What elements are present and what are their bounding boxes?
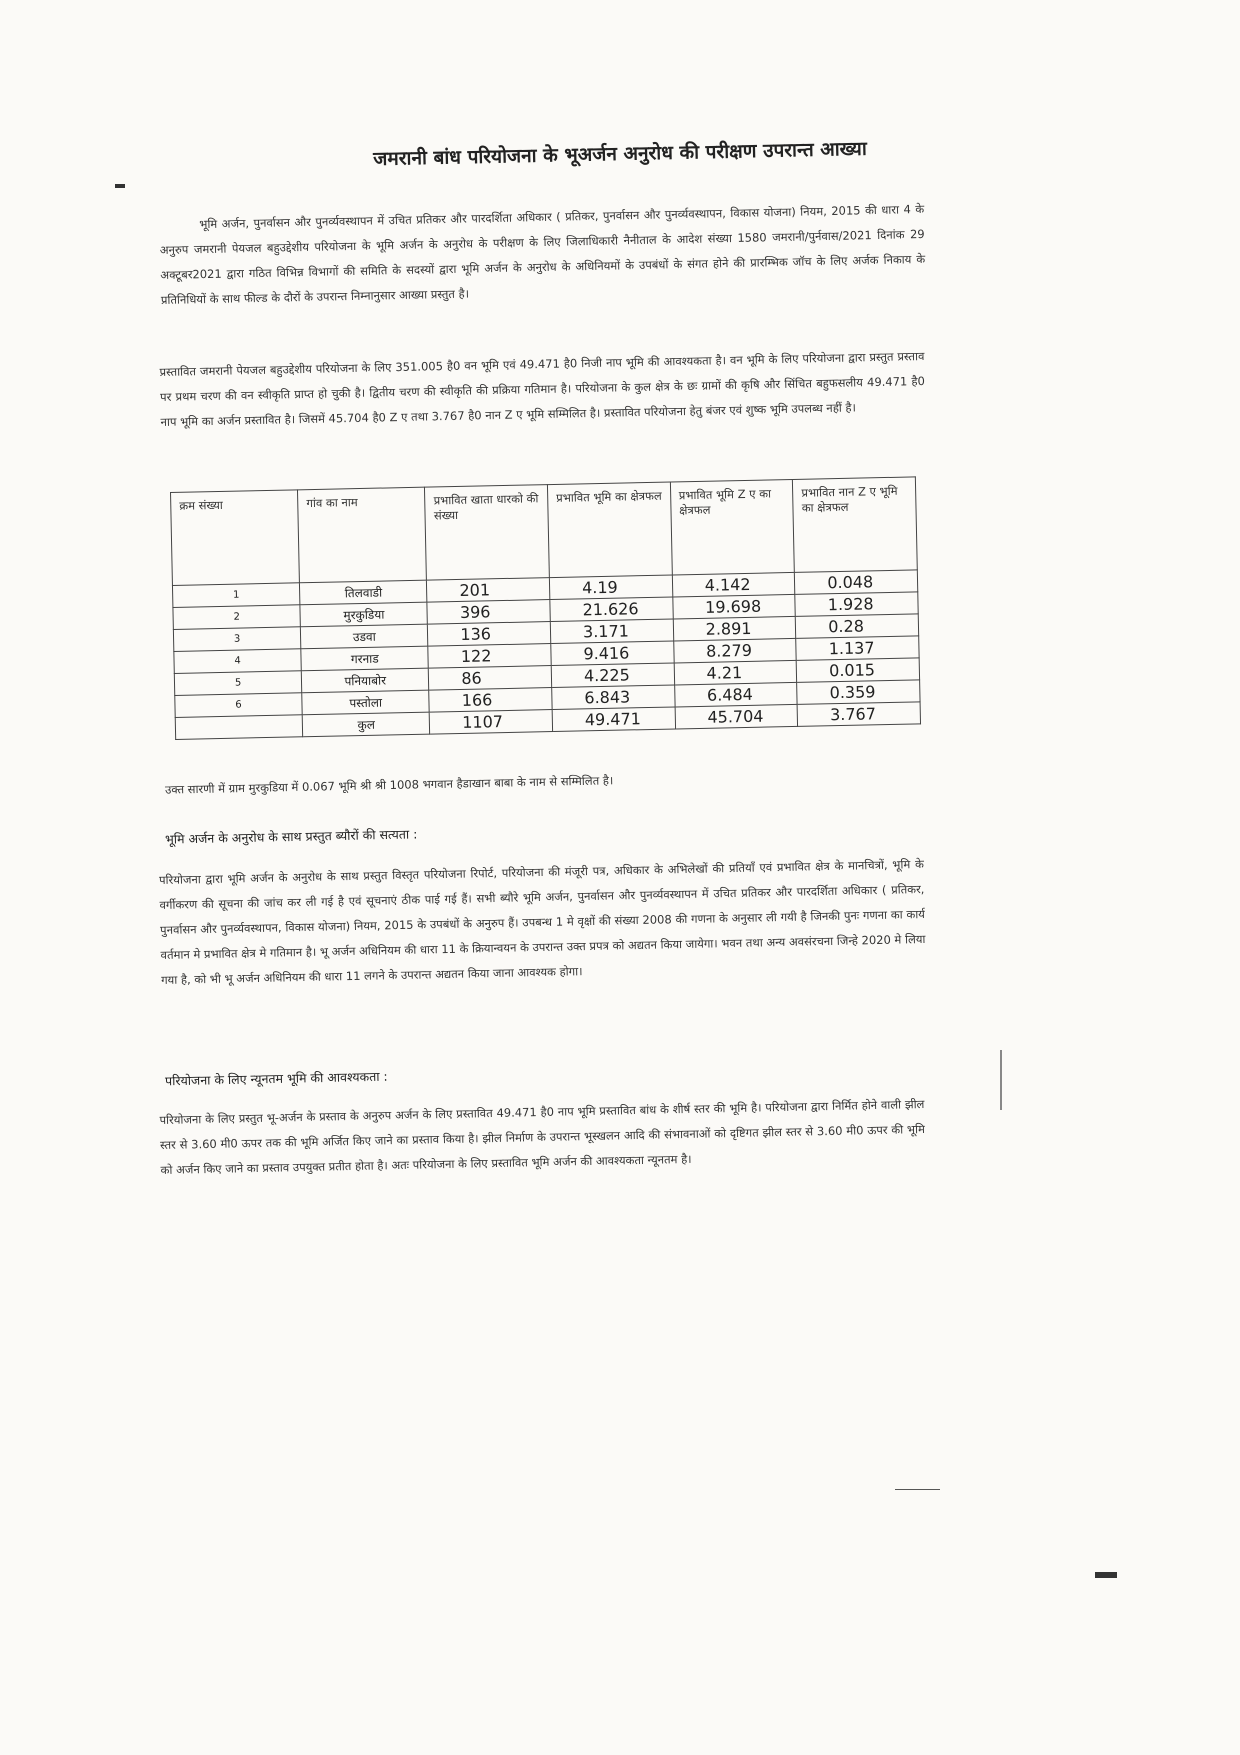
cell-za-area: 19.698: [672, 594, 795, 619]
cell-serial: [175, 715, 303, 740]
cell-village: पनियाबोर: [301, 668, 429, 693]
cell-village: पस्तोला: [302, 690, 430, 715]
cell-serial: 5: [174, 671, 302, 696]
cell-holders-total: 1107: [430, 710, 553, 735]
section-heading-minimum-land: परियोजना के लिए न्यूनतम भूमि की आवश्यकता :: [164, 1068, 388, 1089]
cell-non-za-area: 0.015: [796, 658, 919, 683]
cell-non-za-area: 0.28: [796, 614, 919, 639]
cell-non-za-area: 0.048: [795, 570, 918, 595]
verification-paragraph: परियोजना द्वारा भूमि अर्जन के अनुरोध के साथ प्रस्तुत विस्तृत परियोजना रिपोर्ट, परियोजना की मंजूरी पत्र, अधिकार के अभिलेखों की प्रतियाँ एवं प्रभावित क्षेत्र के मानचित्रों, भूमि के वर्गीकरण की सूचना की जांच कर ली गई है एवं सूचनाएं ठीक पाई गई हैं। सभी ब्यौरे भूमि अर्जन, पुनर्वासन और पुनर्व्यवस्थापन में उचित प्रतिकर और पारदर्शिता अधिकार ( प्रतिकर, पुनर्वासन और पुनर्व्यवस्थापन, विकास योजना) नियम, 2015 के उपबंधों के अनुरुप हैं। उपबन्ध 1 मे वृक्षों की संख्या 2008 की गणना के अनुसार ली गयी है जिनकी पुनः गणना का कार्य वर्तमान मे प्रभावित क्षेत्र मे गतिमान है। भू अर्जन अधिनियम की धारा 11 के क्रियान्वयन के उपरान्त उक्त प्रपत्र को अद्यतन किया जायेगा। भवन तथा अन्य अवसंरचना जिन्हे 2020 मे लिया गया है, को भी भू अर्जन अधिनियम की धारा 11 लगने के उपरान्त अद्यतन किया जाना आवश्यक होगा।: [158, 857, 926, 987]
cell-serial: 1: [172, 583, 300, 608]
page-title: जमरानी बांध परियोजना के भूअर्जन अनुरोध की परीक्षण उपरान्त आख्या: [373, 137, 867, 171]
cell-area: 4.19: [549, 575, 672, 600]
intro-paragraph: भूमि अर्जन, पुनर्वासन और पुनर्व्यवस्थापन में उचित प्रतिकर और पारदर्शिता अधिकार ( प्रतिकर, पुनर्वासन और पुनर्व्यवस्थापन, विकास योजना) नियम, 2015 की धारा 4 के अनुरुप जमरानी पेयजल बहुउद्देशीय परियोजना के भूमि अर्जन के अनुरोध के परीक्षण के लिए जिलाधिकारी नैनीताल के आदेश संख्या 1580 जमरानी/पुर्नवास/2021 दिनांक 29 अक्टूबर2021 द्वारा गठित विभिन्न विभागों की समिति के सदस्यों द्वारा भूमि अर्जन के अनुरोध के अधिनियमों के उपबंधों के संगत होने की प्रारम्भिक जॉच के लिए अर्जक निकाय के प्रतिनिधियों के साथ फील्ड के दौरों के उपरान्त निम्नानुसार आख्या प्रस्तुत है।: [159, 201, 926, 308]
col-header-non-za-area: प्रभावित नान Z ए भूमि का क्षेत्रफल: [793, 477, 918, 573]
section-heading-verification: भूमि अर्जन के अनुरोध के साथ प्रस्तुत ब्यौरों की सत्यता :: [164, 826, 418, 847]
cell-holders: 122: [428, 644, 551, 669]
col-header-za-area: प्रभावित भूमि Z ए का क्षेत्रफल: [670, 479, 795, 575]
cell-serial: 6: [175, 693, 303, 718]
table-note: उक्त सारणी में ग्राम मुरकुडिया में 0.067 भूमि श्री श्री 1008 भगवान हैडाखान बाबा के नाम से सम्मिलित है।: [164, 773, 614, 797]
cell-area: 9.416: [551, 641, 674, 666]
cell-non-za-area-total: 3.767: [797, 702, 920, 727]
cell-serial: 2: [173, 605, 301, 630]
land-requirement-paragraph: प्रस्तावित जमरानी पेयजल बहुउद्देशीय परियोजना के लिए 351.005 है0 वन भूमि एवं 49.471 है0 निजी नाप भूमि की आवश्यकता है। वन भूमि के लिए परियोजना द्वारा प्रस्तुत प्रस्ताव पर प्रथम चरण की वन स्वीकृति प्राप्त हो चुकी है। द्वितीय चरण की स्वीकृति की प्रक्रिया गतिमान है। परियोजना के कुल क्षेत्र के छः ग्रामों की कृषि और सिंचित बहुफसलीय 49.471 है0 नाप भूमि का अर्जन प्रस्तावित है। जिसमें 45.704 है0 Z ए तथा 3.767 है0 नान Z ए भूमि सम्मिलित है। प्रस्तावित परियोजना हेतु बंजर एवं शुष्क भूमि उपलब्ध नहीं है।: [159, 348, 926, 430]
cell-holders: 201: [427, 578, 550, 603]
cell-area: 3.171: [550, 619, 673, 644]
scan-mark: [895, 1489, 940, 1490]
cell-area: 6.843: [552, 685, 675, 710]
cell-non-za-area: 1.137: [796, 636, 919, 661]
cell-village: गरनाड: [301, 646, 429, 671]
scan-mark: [115, 184, 125, 188]
cell-area: 4.225: [551, 663, 674, 688]
cell-za-area: 8.279: [673, 638, 796, 663]
col-header-village: गांव का नाम: [298, 487, 427, 583]
table-header-row: [171, 477, 918, 586]
cell-za-area: 4.21: [674, 660, 797, 685]
cell-area: 21.626: [550, 597, 673, 622]
minimum-land-paragraph: परियोजना के लिए प्रस्तुत भू-अर्जन के प्रस्ताव के अनुरुप अर्जन के लिए प्रस्तावित 49.471 है0 नाप भूमि प्रस्तावित बांध के शीर्ष स्तर की भूमि है। परियोजना द्वारा निर्मित होने वाली झील स्तर से 3.60 मी0 ऊपर तक की भूमि अर्जित किए जाने का प्रस्ताव किया है। झील निर्माण के उपरान्त भूस्खलन आदि की संभावनाओं को दृष्टिगत झील स्तर से 3.60 मी0 ऊपर की भूमि को अर्जन किए जाने का प्रस्ताव उपयुक्त प्रतीत होता है। अतः परियोजना के लिए प्रस्तावित भूमि अर्जन की आवश्यकता न्यूनतम है।: [159, 1096, 926, 1178]
cell-village: उडवा: [301, 624, 429, 649]
cell-total-label: कुल: [302, 712, 430, 737]
cell-village: मुरकुडिया: [300, 602, 428, 627]
cell-village: तिलवाडी: [300, 580, 428, 605]
scan-mark: [1000, 1050, 1002, 1110]
col-header-holders: प्रभावित खाता धारको की संख्या: [425, 485, 550, 581]
cell-non-za-area: 0.359: [797, 680, 920, 705]
cell-za-area: 2.891: [673, 616, 796, 641]
village-land-table: [170, 476, 921, 740]
cell-serial: 3: [173, 627, 301, 652]
cell-za-area: 4.142: [672, 572, 795, 597]
col-header-area: प्रभावित भूमि का क्षेत्रफल: [547, 482, 672, 578]
cell-holders: 166: [429, 688, 552, 713]
cell-non-za-area: 1.928: [795, 592, 918, 617]
cell-area-total: 49.471: [552, 707, 675, 732]
col-header-serial: क्रम संख्या: [171, 490, 300, 586]
cell-serial: 4: [174, 649, 302, 674]
cell-holders: 86: [429, 666, 552, 691]
scan-mark: [1095, 1572, 1117, 1578]
cell-za-area: 6.484: [674, 682, 797, 707]
cell-holders: 136: [428, 622, 551, 647]
cell-za-area-total: 45.704: [675, 704, 798, 729]
cell-holders: 396: [427, 600, 550, 625]
